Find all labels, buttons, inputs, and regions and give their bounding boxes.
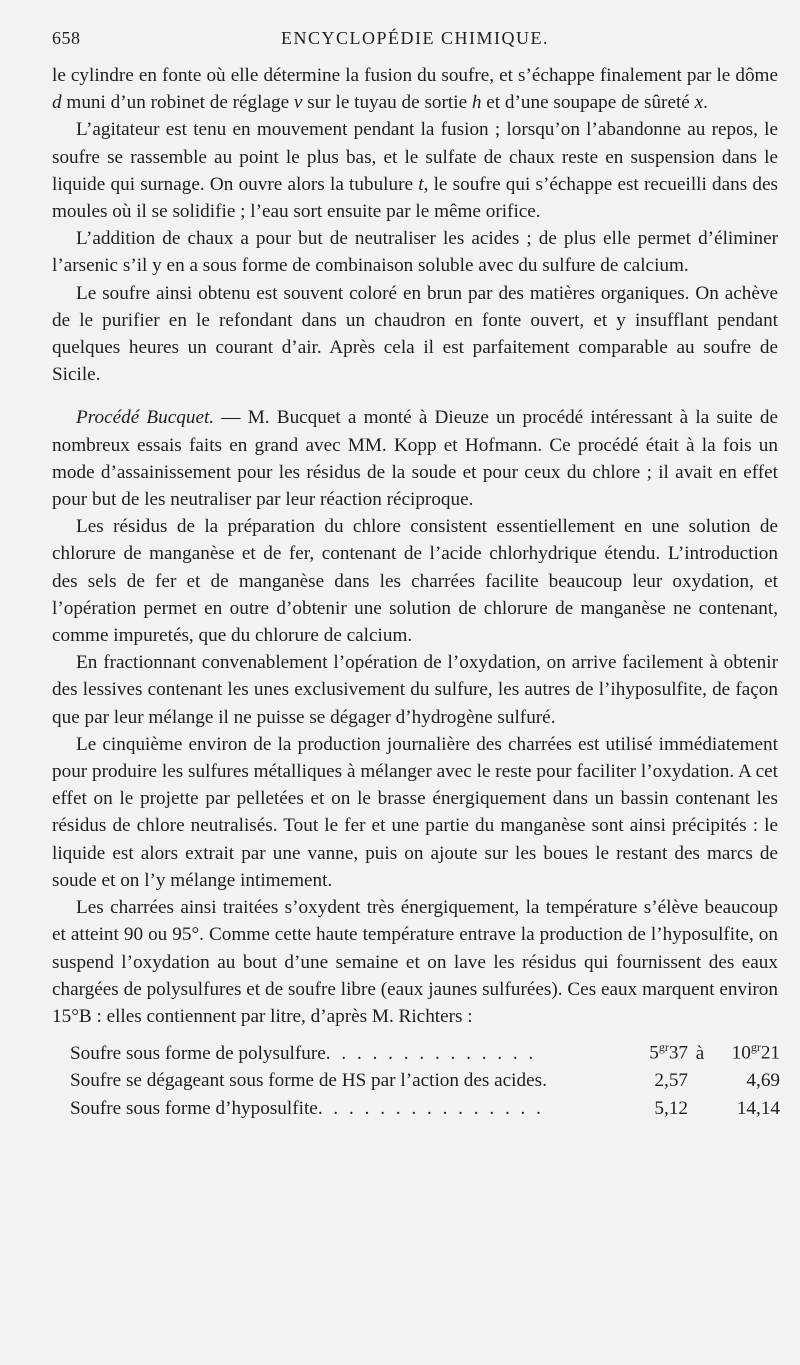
paragraph [52, 116, 778, 225]
paragraph [52, 513, 778, 649]
italic-run: d [52, 92, 62, 114]
text-run: le cylindre en fonte où elle détermine la fusion du soufre, et s’échappe finalement par le dôme [52, 65, 778, 86]
table-row [52, 1067, 780, 1095]
text-run: Le soufre ainsi obtenu est souvent coloré en brun par des matières organiques. On achève de le purifier en le refondant dans un chaudron en fonte ouvert, et y insufflant pendant quelques heures un courant d’air. Après cela il est parfaitement comparable au soufre de Sicile. [52, 282, 778, 386]
text-run: En fractionnant convenablement l’opération de l’oxydation, on arrive facilement à obtenir des lessives contenant les unes exclusivement du sulfure, les autres de l’ihyposulfite, de façon que par leur mélange il ne puisse se dégager d’hydrogène sulfuré. [52, 652, 778, 728]
value-min: 5,12 [654, 1097, 688, 1119]
running-title: ENCYCLOPÉDIE CHIMIQUE. [281, 28, 549, 48]
italic-run: t [418, 173, 424, 195]
range-separator [688, 1067, 712, 1095]
text-run: sur le tuyau de sortie [302, 92, 472, 114]
text-run: , le soufre qui s’échappe est recueilli dans des moules où il se solidifie ; l’eau sort ensuite par le même orifice. [52, 173, 778, 223]
text-run: Les résidus de la préparation du chlore consistent essentiellement en une solution de chlorure de manganèse et de fer, contenant de l’acide chlorhydrique étendu. L’introduction des sels de fer et de manganèse dans les charrées facilite beaucoup leur oxydation, et l’opération permet en outre d’obtenir une solution de chlorure de manganèse ne contenant, comme impuretés, que du chlorure de calcium. [52, 516, 778, 647]
text-run: muni d’un robinet de réglage [61, 92, 294, 114]
row-label: Soufre sous forme d’hyposulfite. . . . . . . . . . . . . . . [70, 1097, 544, 1119]
text-run: — M. Bucquet a monté à Dieuze un procédé intéressant à la suite de nombreux essais faits en grand avec MM. Kopp et Hofmann. Ce procédé était à la fois un mode d’assainissement pour les résidus de la soude et pour ceux du chlore ; il avait en effet pour but de les neutraliser par leur réaction réciproque. [52, 407, 779, 511]
paragraph [52, 649, 778, 731]
row-label: Soufre se dégageant sous forme de HS par l’action des acides. [70, 1070, 547, 1091]
value-min: $5^{gr}37$ [649, 1040, 688, 1064]
text-run: et d’une soupape de sûreté [481, 92, 695, 114]
paragraph [52, 280, 778, 389]
value-max: 14,14 [736, 1097, 780, 1119]
text-run: L’addition de chaux a pour but de neutraliser les acides ; de plus elle permet d’éliminer l’arsenic s’il y en a sous forme de combinaison soluble avec du sulfure de calcium. [52, 228, 778, 277]
value-max: 4,69 [746, 1070, 780, 1091]
page-number: 658 [52, 28, 81, 48]
table-row [52, 1034, 780, 1067]
table-row [52, 1095, 780, 1123]
running-header [52, 20, 778, 48]
italic-run: v [293, 92, 303, 114]
paragraph [52, 404, 778, 513]
text-run: Le cinquième environ de la production journalière des charrées est utilisé immédiatement pour produire les sulfures métalliques à mélanger avec le reste pour faciliter l’oxydation. A cet effet on le projette par pelletées et on le brasse énergiquement dans un bassin contenant les résidus de chlore neutralisés. Tout le fer et une partie du manganèse sont ainsi précipités : le liquide est alors extrait par une vanne, puis on ajoute sur les boues le restant des marcs de soude et on l’y mélange intimement. [52, 733, 778, 891]
paragraph [52, 894, 778, 1030]
text-run: L’agitateur est tenu en mouvement pendant la fusion ; lorsqu’on l’abandonne au repos, le soufre se rassemble au point le plus bas, et le sulfate de chaux reste en suspension dans le liquide qui surnage. On ouvre alors la tubulure [52, 119, 778, 195]
italic-run: Procédé Bucquet. [76, 407, 215, 429]
text-body [52, 62, 778, 1122]
paragraph [52, 62, 778, 116]
value-max: $10^{gr}21$ [731, 1040, 780, 1064]
range-separator: à [695, 1042, 705, 1064]
paragraph [52, 731, 778, 894]
range-separator [688, 1095, 712, 1123]
paragraph [52, 225, 778, 279]
row-label: Soufre sous forme de polysulfure. . . . . . . . . . . . . . [70, 1042, 537, 1064]
text-run: . [703, 92, 708, 114]
value-min: 2,57 [654, 1070, 688, 1091]
sulfur-content-table [52, 1034, 780, 1122]
text-run: Les charrées ainsi traitées s’oxydent très énergiquement, la température s’élève beaucoup et atteint 90 ou 95°. Comme cette haute température entrave la production de l’hyposulfite, on suspend l’oxydation au bout d’une semaine et on lave les résidus qui fournissent des eaux chargées de polysulfures et de soufre libre (eaux jaunes sulfurées). Ces eaux marquent environ 15°B : elles contiennent par litre, d’après M. Richters : [52, 897, 778, 1027]
italic-run: x [694, 92, 704, 114]
italic-run: h [471, 92, 482, 114]
